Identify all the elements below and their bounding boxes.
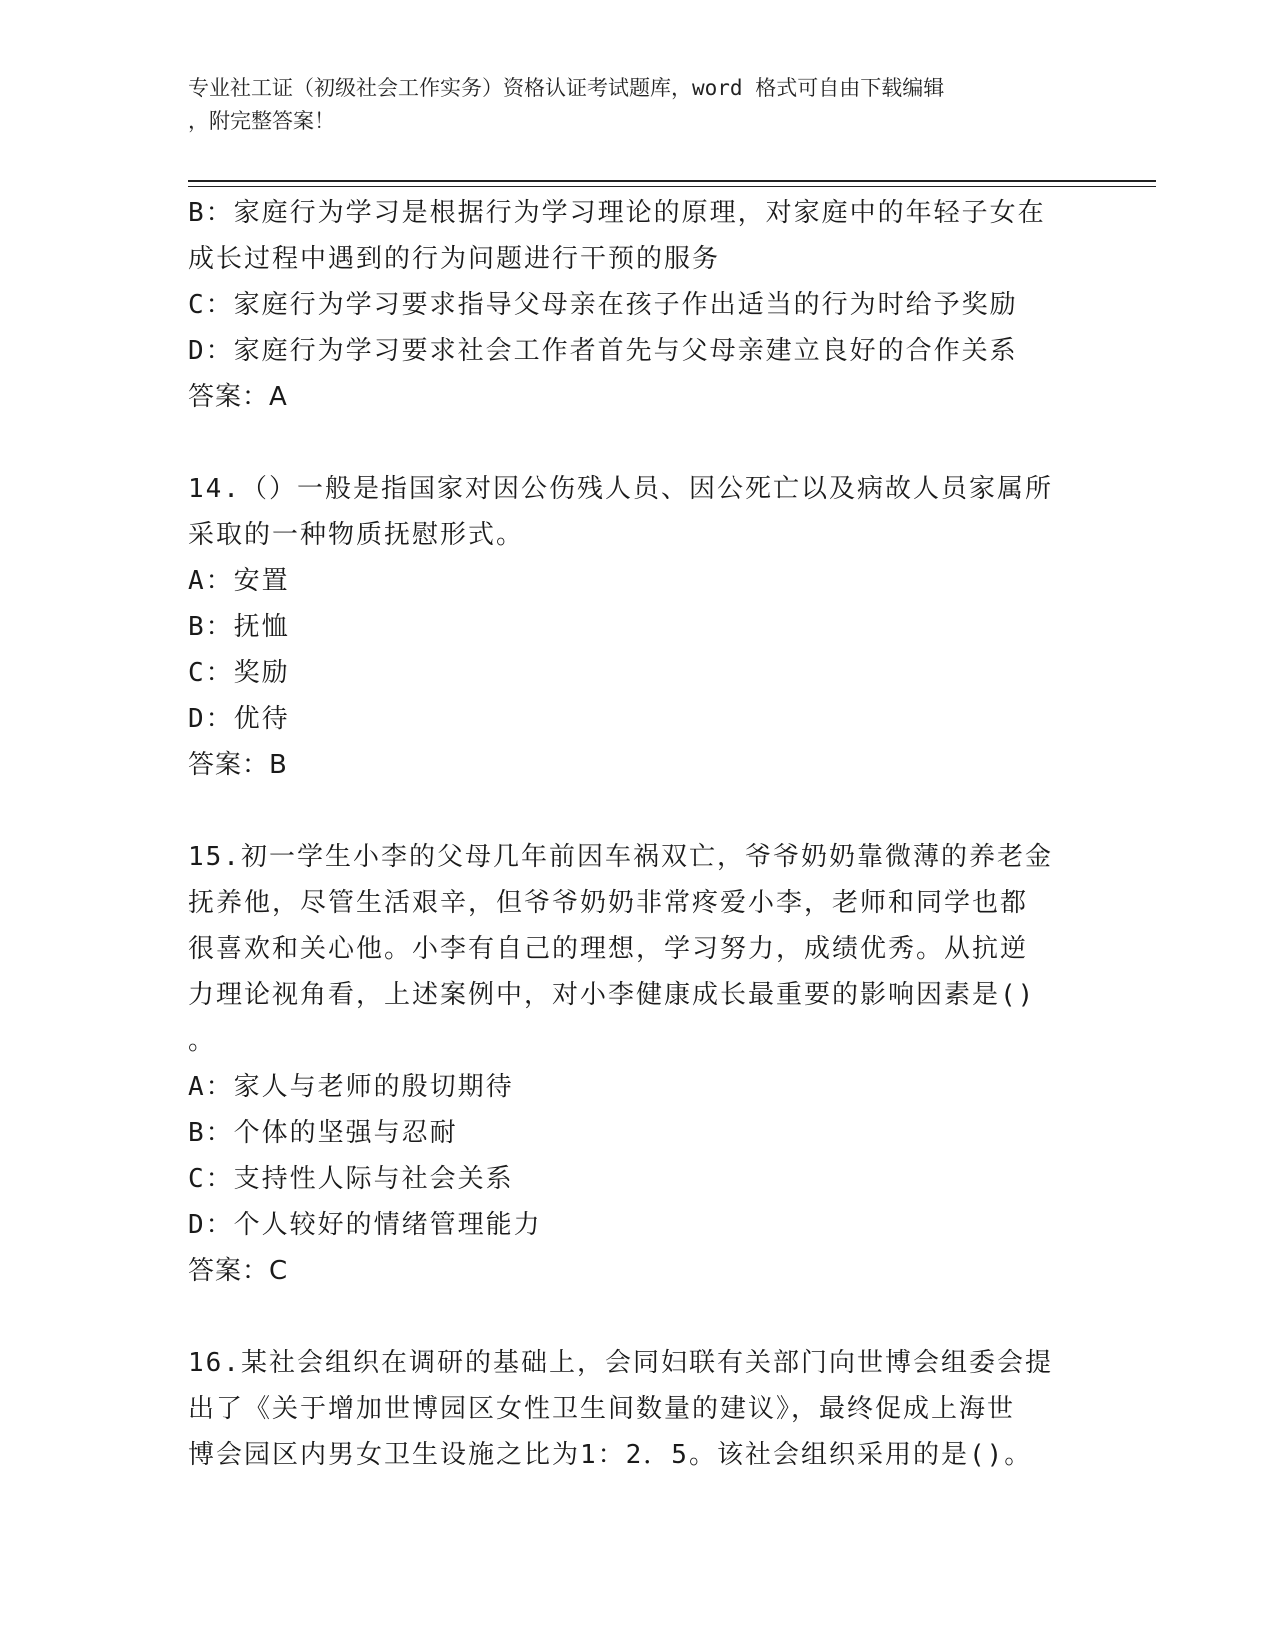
question-13 (188, 190, 1088, 420)
q16-stem-line-1: 16.某社会组织在调研的基础上，会同妇联有关部门向世博会组委会提 (188, 1348, 1053, 1378)
q14-option-b: B：抚恤 (188, 612, 290, 642)
q13-option-d: D：家庭行为学习要求社会工作者首先与父母亲建立良好的合作关系 (188, 336, 1018, 366)
question-14 (188, 466, 1088, 788)
q15-stem-line-3: 很喜欢和关心他。小李有自己的理想，学习努力，成绩优秀。从抗逆 (188, 934, 1029, 964)
q13-option-b-line-2: 成长过程中遇到的行为问题进行干预的服务 (188, 244, 721, 274)
page-header (188, 72, 1068, 138)
q15-option-a: A：家人与老师的殷切期待 (188, 1072, 514, 1102)
q14-option-d: D：优待 (188, 704, 290, 734)
header-divider-thick (188, 180, 1156, 182)
q15-stem-line-1: 15.初一学生小李的父母几年前因车祸双亡，爷爷奶奶靠微薄的养老金 (188, 842, 1053, 872)
q14-option-a: A：安置 (188, 566, 290, 596)
q15-stem-line-4: 力理论视角看，上述案例中，对小李健康成长最重要的影响因素是() (188, 980, 1036, 1010)
q15-answer: 答案：C (188, 1256, 289, 1286)
header-title-line-1: 专业社工证（初级社会工作实务）资格认证考试题库，word 格式可自由下载编辑 (188, 76, 945, 100)
question-16 (188, 1340, 1088, 1478)
q15-option-b: B：个体的坚强与忍耐 (188, 1118, 458, 1148)
q16-stem-line-3: 博会园区内男女卫生设施之比为1：2．5。该社会组织采用的是()。 (188, 1440, 1033, 1470)
q15-stem-line-2: 抚养他，尽管生活艰辛，但爷爷奶奶非常疼爱小李，老师和同学也都 (188, 888, 1029, 918)
q13-answer: 答案：A (188, 382, 288, 412)
header-title-line-2: ，附完整答案！ (188, 109, 335, 133)
document-body (188, 190, 1088, 1478)
q15-stem-line-5: 。 (188, 1026, 217, 1056)
q13-option-b-line-1: B：家庭行为学习是根据行为学习理论的原理，对家庭中的年轻子女在 (188, 198, 1046, 228)
q14-stem-line-2: 采取的一种物质抚慰形式。 (188, 520, 525, 550)
q15-option-d: D：个人较好的情绪管理能力 (188, 1210, 542, 1240)
header-divider-thin (188, 186, 1156, 187)
q13-option-c: C：家庭行为学习要求指导父母亲在孩子作出适当的行为时给予奖励 (188, 290, 1018, 320)
q16-stem-line-2: 出了《关于增加世博园区女性卫生间数量的建议》，最终促成上海世 (188, 1394, 1016, 1424)
question-15 (188, 834, 1088, 1294)
q14-answer: 答案：B (188, 750, 288, 780)
q14-option-c: C：奖励 (188, 658, 290, 688)
q14-stem-line-1: 14.（）一般是指国家对因公伤残人员、因公死亡以及病故人员家属所 (188, 474, 1053, 504)
q15-option-c: C：支持性人际与社会关系 (188, 1164, 514, 1194)
